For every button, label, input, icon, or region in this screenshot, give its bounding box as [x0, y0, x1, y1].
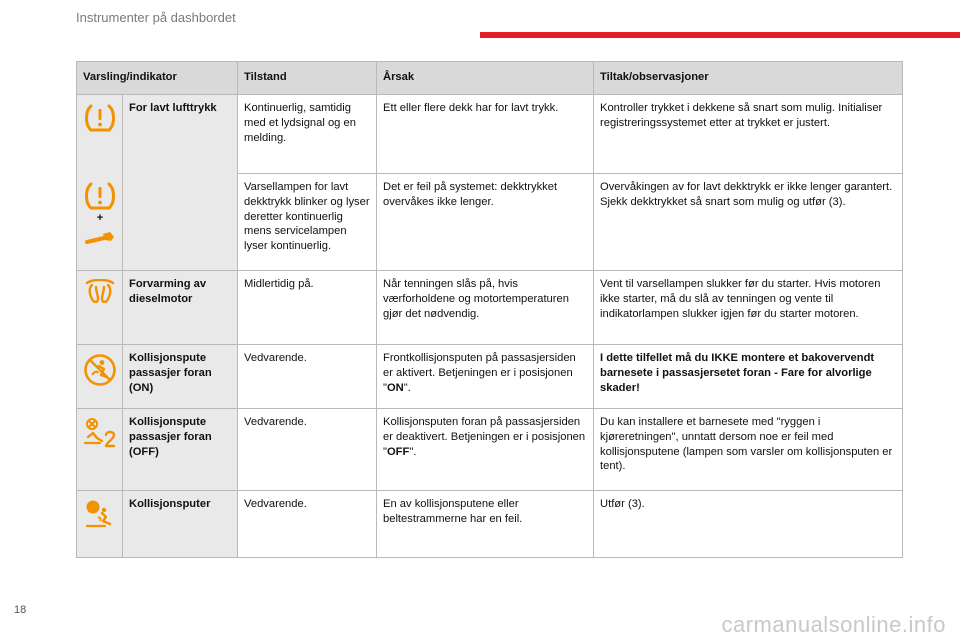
- passenger-airbag-off-icon: [83, 417, 117, 449]
- table-row: [77, 409, 903, 491]
- indicator-name: For lavt lufttrykk: [123, 95, 238, 174]
- column-header-cause: Årsak: [377, 62, 594, 95]
- tire-pressure-plus-service-icon: [84, 182, 116, 252]
- cause-cell: Når tenningen slås på, hvis værforholdene og motortemperaturen gjør det nødvendig.: [377, 271, 594, 345]
- switch-position-on: ON: [386, 381, 404, 394]
- table-row: [77, 271, 903, 345]
- indicator-name: Kollisjonspute passasjer foran (OFF): [123, 409, 238, 491]
- cause-text: Frontkollisjonsputen på passasjersiden er aktivert. Betjeningen er i posisjonen ": [383, 352, 576, 394]
- indicator-icon-cell: [77, 345, 123, 409]
- warning-lights-table: [76, 61, 903, 558]
- action-cell: I dette tilfellet må du IKKE montere et bakovervendt barnesete i passasjersetet foran - Fare for alvorlige skader!: [594, 345, 903, 409]
- cause-text-end: ".: [403, 381, 411, 394]
- running-header: Instrumenter på dashbordet: [76, 10, 236, 25]
- action-cell: Kontroller trykket i dekkene så snart som mulig. Initialiser registreringssystemet etter at trykket er justert.: [594, 95, 903, 174]
- airbags-fault-icon: [83, 499, 117, 529]
- cause-cell: [377, 409, 594, 491]
- diesel-preheating-icon: [84, 279, 116, 303]
- header-accent-bar: [480, 32, 960, 38]
- indicator-icon-cell: [77, 409, 123, 491]
- watermark: carmanualsonline.info: [721, 612, 946, 637]
- indicator-name: Kollisjonspute passasjer foran (ON): [123, 345, 238, 409]
- state-cell: Vedvarende.: [238, 345, 377, 409]
- indicator-name: Kollisjonsputer: [123, 491, 238, 558]
- plus-sign: +: [96, 211, 103, 224]
- table-row: [77, 174, 903, 271]
- state-cell: Vedvarende.: [238, 409, 377, 491]
- action-cell: Du kan installere et barnesete med "ryggen i kjøreretningen", unntatt dersom noe er feil med kollisjonsputene (lampen som varsler om kollisjonsputen er tent).: [594, 409, 903, 491]
- cause-text: Kollisjonsputen foran på passasjersiden er deaktivert. Betjeningen er i posisjonen ": [383, 416, 586, 458]
- column-header-indicator: Varsling/indikator: [77, 62, 238, 95]
- indicator-icon-cell: [77, 95, 123, 174]
- table-row: [77, 345, 903, 409]
- state-cell: Kontinuerlig, samtidig med et lydsignal og en melding.: [238, 95, 377, 174]
- cause-cell: Det er feil på systemet: dekktrykket overvåkes ikke lenger.: [377, 174, 594, 271]
- column-header-state: Tilstand: [238, 62, 377, 95]
- table-row: [77, 95, 903, 174]
- table-row: [77, 491, 903, 558]
- tire-pressure-warning-icon: [84, 103, 116, 133]
- column-header-action: Tiltak/observasjoner: [594, 62, 903, 95]
- page-number: 18: [14, 604, 27, 616]
- action-cell: Vent til varsellampen slukker før du starter. Hvis motoren ikke starter, må du slå av tenningen og vente til indikatorlampen slukker igjen før du starter motoren.: [594, 271, 903, 345]
- indicator-name-continued: [123, 174, 238, 271]
- indicator-icon-cell: [77, 491, 123, 558]
- action-cell: Utfør (3).: [594, 491, 903, 558]
- cause-cell: En av kollisjonsputene eller beltestrammerne har en feil.: [377, 491, 594, 558]
- state-cell: Midlertidig på.: [238, 271, 377, 345]
- table-header-row: [77, 62, 903, 95]
- cause-cell: [377, 345, 594, 409]
- indicator-name: Forvarming av dieselmotor: [123, 271, 238, 345]
- cause-cell: Ett eller flere dekk har for lavt trykk.: [377, 95, 594, 174]
- cause-text-end: ".: [409, 445, 417, 458]
- action-cell: Overvåkingen av for lavt dekktrykk er ikke lenger garantert. Sjekk dekktrykket så snart som mulig og utfør (3).: [594, 174, 903, 271]
- indicator-icon-cell: [77, 174, 123, 271]
- state-cell: Varsellampen for lavt dekktrykk blinker og lyser deretter kontinuerlig mens servicelampen lyser kontinuerlig.: [238, 174, 377, 271]
- state-cell: Vedvarende.: [238, 491, 377, 558]
- passenger-airbag-on-icon: [83, 353, 117, 387]
- switch-position-off: OFF: [386, 445, 410, 458]
- indicator-icon-cell: [77, 271, 123, 345]
